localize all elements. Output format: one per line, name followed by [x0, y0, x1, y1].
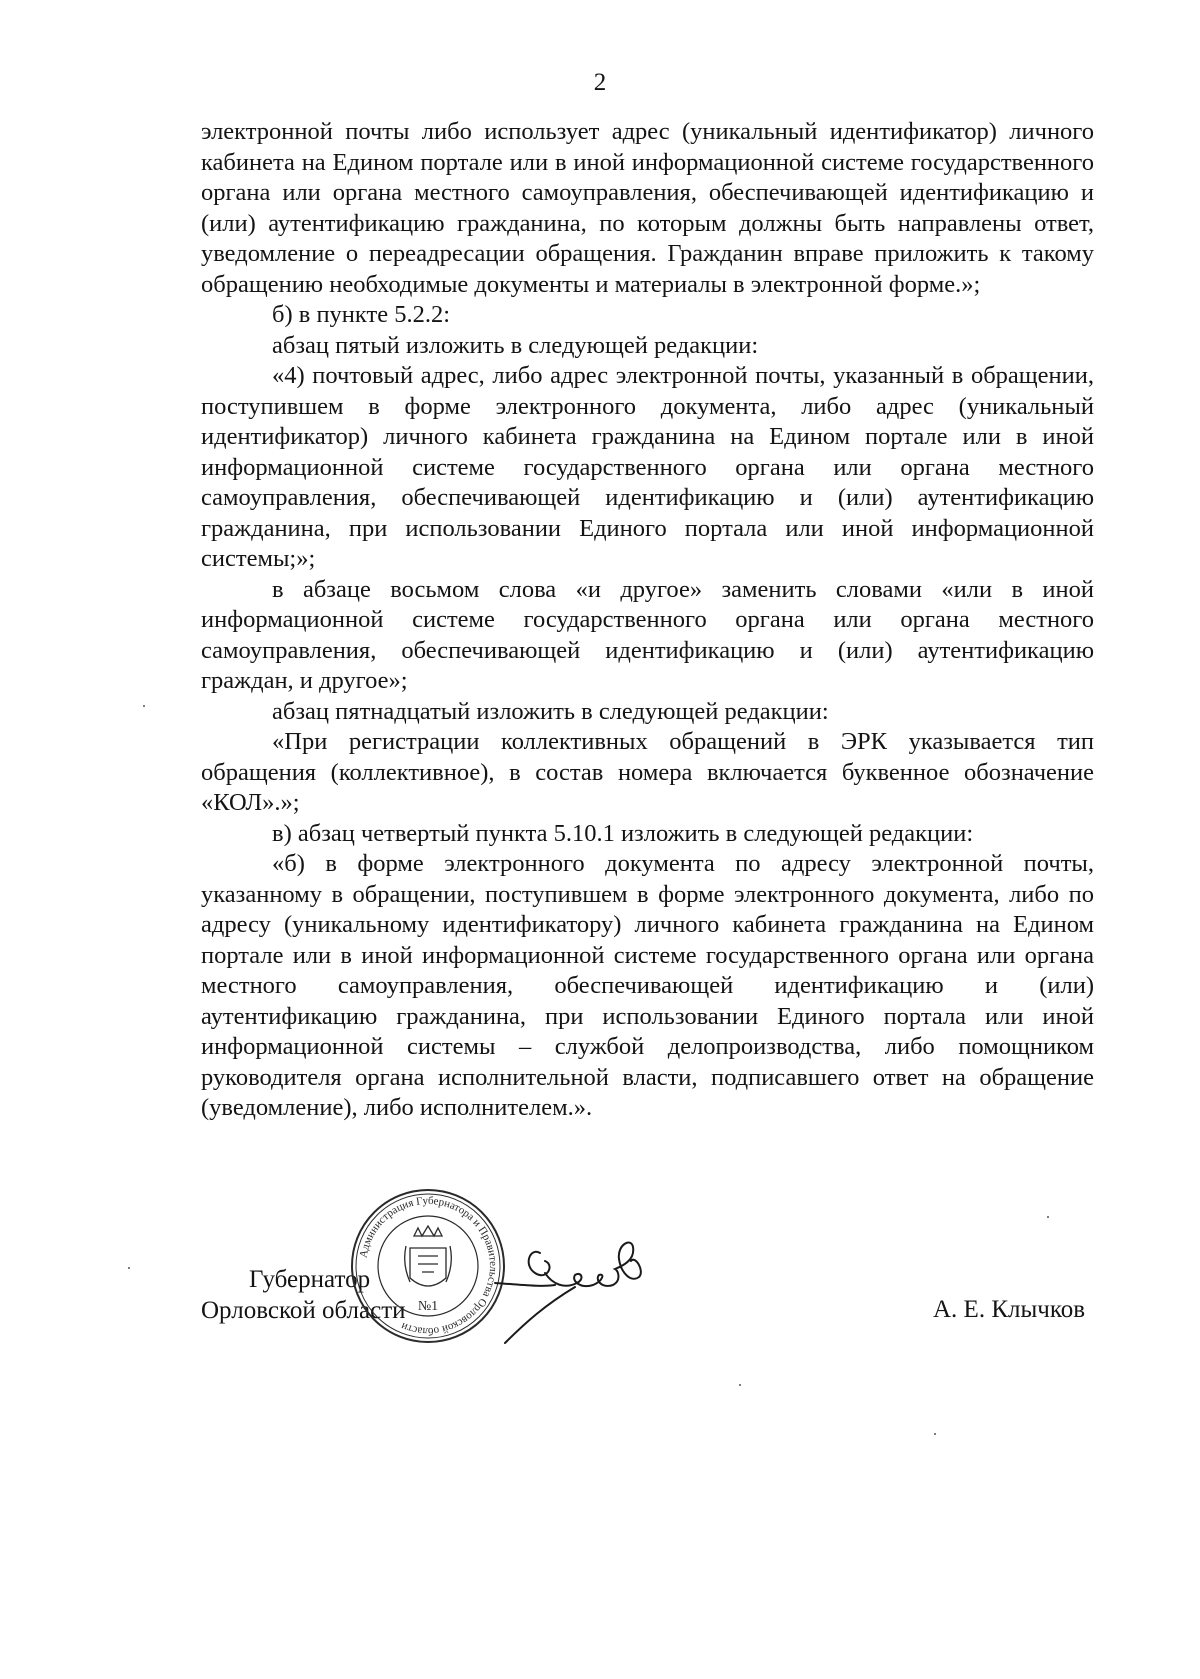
paragraph: электронной почты либо использует адрес (уникальный идентификатор) личного кабинета на Едином портале или в иной информационной системе государственного органа или органа местного самоуправления, обеспечивающей идентификацию и (или) аутентификацию гражданина, по которым должны быть направлены ответ, уведомление о переадресации обращения. Гражданин вправе приложить к такому обращению необходимые документы и материалы в электронной форме.»; — [201, 118, 1094, 298]
paragraph: в) абзац четвертый пункта 5.10.1 изложить в следующей редакции: — [272, 819, 974, 847]
scan-speck — [739, 1384, 741, 1386]
paragraph: «4) почтовый адрес, либо адрес электронной почты, указанный в обращении, поступившем в форме электронного документа, либо адрес (уникальный идентификатор) личного кабинета гражданина на Едином портале или в иной информационной системе государственного органа или органа местного самоуправления, обеспечивающей идентификацию и (или) аутентификацию гражданина, при использовании Единого портала или иной информационной системы;»; — [201, 362, 1094, 572]
paragraph: «б) в форме электронного документа по адресу электронной почты, указанному в обращении, поступившем в форме электронного документа, либо по адресу (уникальному идентификатору) личного кабинета гражданина на Едином портале или в иной информационной системе государственного органа или органа местного самоуправления, обеспечивающей идентификацию и (или) аутентификацию гражданина, при использовании Единого портала или иной информационной системы – службой делопроизводства, либо помощником руководителя органа исполнительной власти, подписавшего ответ на обращение (уведомление), либо исполнителем.». — [201, 850, 1094, 1121]
scan-speck — [1047, 1216, 1049, 1218]
paragraph: «При регистрации коллективных обращений в ЭРК указывается тип обращения (коллективное), в состав номера включается буквенное обозначение «КОЛ».»; — [201, 728, 1094, 816]
document-body — [201, 117, 1094, 1124]
paragraph: в абзаце восьмом слова «и другое» заменить словами «или в иной информационной системе государственного органа или органа местного самоуправления, обеспечивающей идентификацию и (или) аутентификацию граждан, и другое»; — [201, 575, 1094, 694]
coat-of-arms-icon — [405, 1226, 452, 1286]
official-seal-stamp — [348, 1186, 508, 1346]
handwritten-signature — [485, 1225, 705, 1375]
signer-position-line1: Губернатор — [249, 1266, 371, 1293]
signer-position-line2: Орловской области — [201, 1296, 406, 1324]
scan-speck — [934, 1433, 936, 1435]
seal-number: №1 — [417, 1299, 439, 1314]
scan-speck — [128, 1267, 130, 1269]
seal-text: Администрация Губернатора и Правительства Орловской области — [357, 1194, 500, 1338]
paragraph: абзац пятнадцатый изложить в следующей редакции: — [272, 697, 829, 725]
page-number: 2 — [593, 69, 607, 96]
paragraph: абзац пятый изложить в следующей редакции: — [272, 331, 759, 359]
signer-name: А. Е. Клычков — [933, 1296, 1086, 1323]
paragraph: б) в пункте 5.2.2: — [272, 301, 451, 328]
scan-speck — [143, 705, 145, 707]
signature-block — [0, 1194, 1200, 1445]
